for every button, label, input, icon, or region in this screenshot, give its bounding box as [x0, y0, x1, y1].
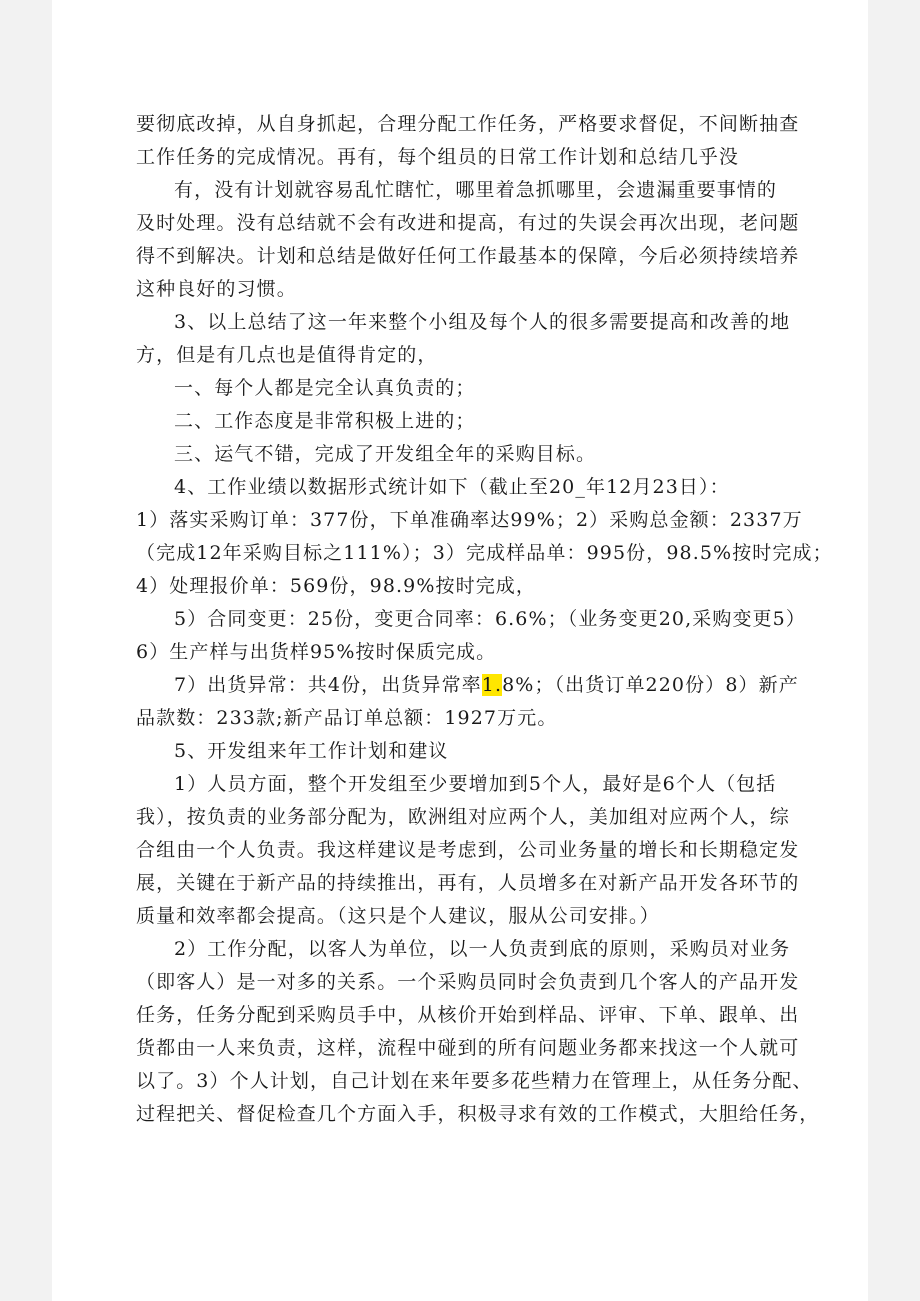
document-body: [136, 108, 833, 1131]
text-line: 2）工作分配，以客人为单位，以一人负责到底的原则，采购员对业务: [174, 938, 791, 960]
text-line: 方，但是有几点也是值得肯定的，: [136, 344, 438, 366]
text-line: 二、工作态度是非常积极上进的；: [174, 410, 476, 432]
text-line: 我），按负责的业务部分配为，欧洲组对应两个人，美加组对应两个人，综: [136, 806, 790, 828]
text-line: 及时处理。没有总结就不会有改进和提高，有过的失误会再次出现，老问题: [136, 212, 800, 234]
text-line: 品款数：233款;新产品订单总额：1927万元。: [136, 707, 558, 729]
text-line: （即客人）是一对多的关系。一个采购员同时会负责到几个客人的产品开发: [136, 971, 800, 993]
text-line: 1）落实采购订单：377份，下单准确率达99%；2）采购总金额：2337万: [136, 509, 803, 531]
text-line: 质量和效率都会提高。（这只是个人建议，服从公司安排。）: [136, 905, 660, 927]
text-line: 任务，任务分配到采购员手中，从核价开始到样品、评审、下单、跟单、出: [136, 1004, 800, 1026]
text-line: 合组由一个人负责。我这样建议是考虑到，公司业务量的增长和长期稳定发: [136, 839, 800, 861]
text-line: 过程把关、督促检查几个方面入手，积极寻求有效的工作模式，大胆给任务，: [136, 1103, 820, 1125]
text-line: 工作任务的完成情况。再有，每个组员的日常工作计划和总结几乎没: [136, 146, 740, 168]
text-line: 5）合同变更：25份，变更合同率：6.6%；（业务变更20,采购变更5）: [174, 608, 806, 630]
text-line: 3、以上总结了这一年来整个小组及每个人的很多需要提高和改善的地: [174, 311, 791, 333]
text-line: 4、工作业绩以数据形式统计如下（截止至20_年12月23日）：: [174, 476, 730, 498]
text-line: 6）生产样与出货样95%按时保质完成。: [136, 641, 497, 663]
text-line: [136, 669, 799, 702]
text-line: 得不到解决。计划和总结是做好任何工作最基本的保障，今后必须持续培养: [136, 245, 800, 267]
text-line: 要彻底改掉，从自身抓起，合理分配工作任务，严格要求督促，不间断抽查: [136, 113, 800, 135]
text-line: 以了。3）个人计划，自己计划在来年要多花些精力在管理上，从任务分配、: [136, 1070, 813, 1092]
text-line: 三、运气不错，完成了开发组全年的采购目标。: [174, 443, 597, 465]
text-line: 5、开发组来年工作计划和建议: [174, 740, 449, 762]
highlighted-text: 1.: [481, 674, 503, 696]
text-line: （完成12年采购目标之111%）；3）完成样品单：995份，98.5%按时完成；: [136, 542, 833, 564]
text-line: 4）处理报价单：569份，98.9%按时完成，: [136, 575, 537, 597]
text-line: 这种良好的习惯。: [136, 278, 297, 300]
text-segment: 7）出货异常：共4份，出货异常率: [174, 674, 482, 696]
text-line: 1）人员方面，整个开发组至少要增加到5个人，最好是6个人（包括: [174, 773, 777, 795]
text-line: 一、每个人都是完全认真负责的；: [174, 377, 476, 399]
text-line: 展，关键在于新产品的持续推出，再有，人员增多在对新产品开发各环节的: [136, 872, 800, 894]
text-line: 货都由一人来负责，这样，流程中碰到的所有问题业务都来找这一个人就可: [136, 1037, 800, 1059]
text-segment: 8%；（出货订单220份）8）新产: [502, 674, 799, 696]
text-line: 有，没有计划就容易乱忙瞎忙，哪里着急抓哪里，会遗漏重要事情的: [174, 179, 778, 201]
